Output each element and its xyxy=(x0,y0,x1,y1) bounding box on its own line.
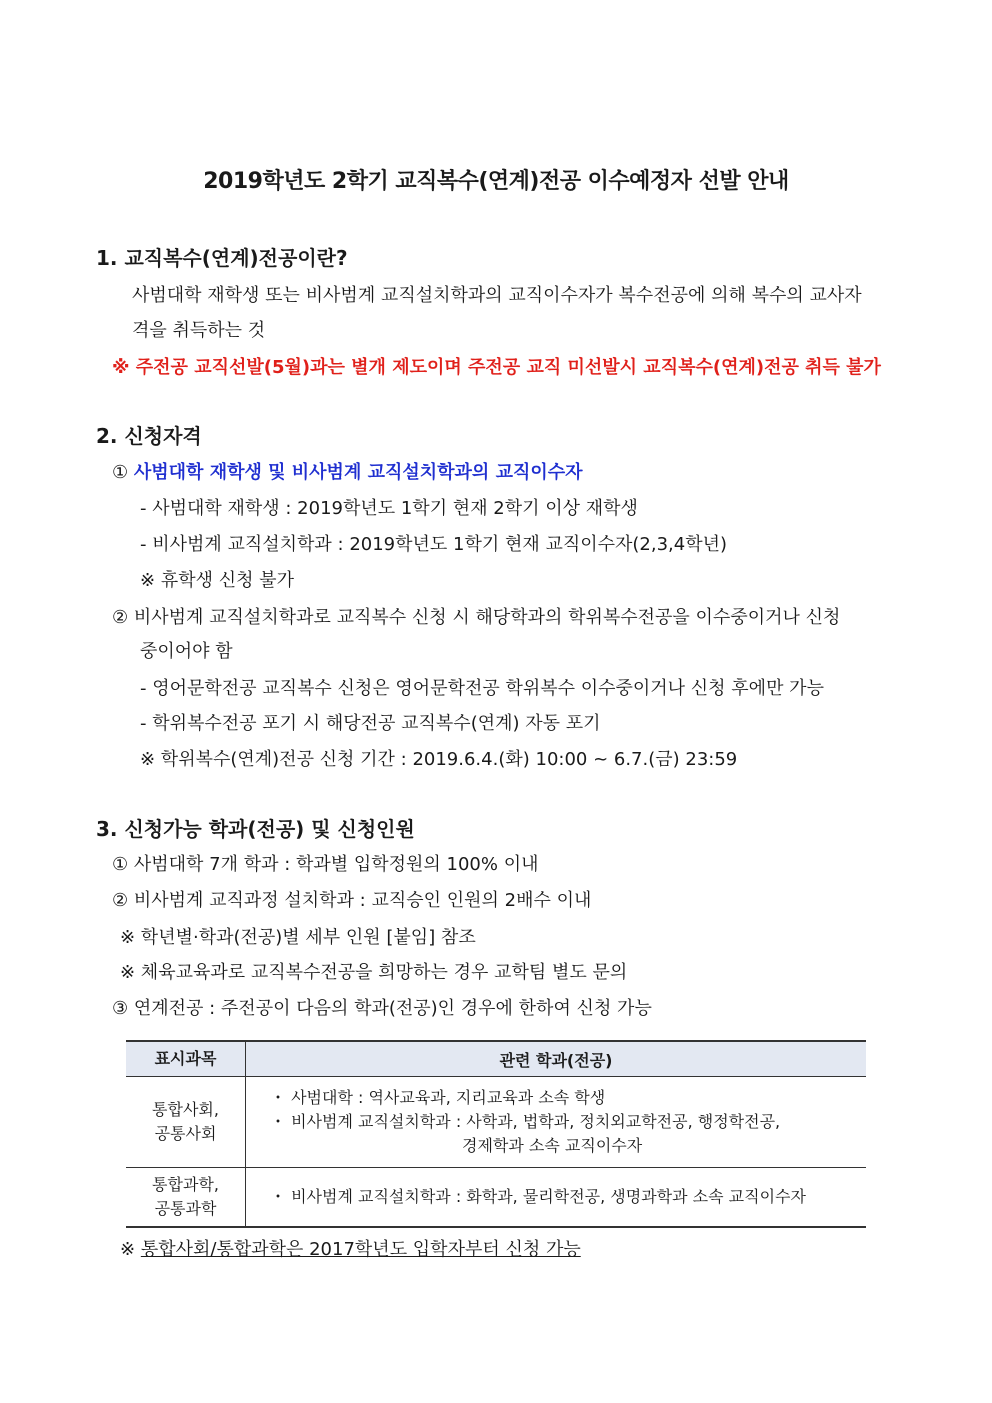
subject-text: 공통과학 xyxy=(154,1199,217,1218)
section-2-item-1-sub-1: - 사범대학 재학생 : 2019학년도 1학기 현재 2학기 이상 재학생 xyxy=(140,498,638,519)
dept-cell xyxy=(246,1077,867,1168)
section-2-item-1-sub-2: - 비사범계 교직설치학과 : 2019학년도 1학기 현재 교직이수자(2,3,4학년) xyxy=(140,534,728,555)
section-3-note-2: ※ 체육교육과로 교직복수전공을 희망하는 경우 교학팀 별도 문의 xyxy=(120,962,628,983)
document-title: 2019학년도 2학기 교직복수(연계)전공 이수예정자 선발 안내 xyxy=(203,169,789,194)
section-2-heading: 2. 신청자격 xyxy=(96,424,202,448)
item-marker: ① xyxy=(112,462,129,483)
header-related-dept: 관련 학과(전공) xyxy=(246,1041,867,1077)
section-2-item-1 xyxy=(112,461,583,485)
dept-text: ・ 사범대학 : 역사교육과, 지리교육과 소속 학생 xyxy=(270,1088,606,1107)
section-3-item-3: ③ 연계전공 : 주전공이 다음의 학과(전공)인 경우에 한하여 신청 가능 xyxy=(112,998,652,1019)
section-2-item-1-text: 사범대학 재학생 및 비사범계 교직설치학과의 교직이수자 xyxy=(133,462,583,483)
section-3-item-1: ① 사범대학 7개 학과 : 학과별 입학정원의 100% 이내 xyxy=(112,854,539,875)
subject-cell xyxy=(126,1168,246,1228)
table-row xyxy=(126,1168,866,1228)
dept-text: ・ 비사범계 교직설치학과 : 화학과, 물리학전공, 생명과학과 소속 교직이수자 xyxy=(270,1187,806,1206)
dept-cell xyxy=(246,1168,867,1228)
subject-text: 공통사회 xyxy=(154,1124,217,1143)
linked-major-table xyxy=(126,1040,866,1228)
section-2-item-2-line-1: ② 비사범계 교직설치학과로 교직복수 신청 시 해당학과의 학위복수전공을 이수중이거나 신청 xyxy=(112,607,841,628)
section-1-warning-note: ※ 주전공 교직선발(5월)과는 별개 제도이며 주전공 교직 미선발시 교직복수(연계)전공 취득 불가 xyxy=(112,357,881,378)
subject-text: 통합과학, xyxy=(152,1175,219,1194)
section-2-item-2-sub-2: - 학위복수전공 포기 시 해당전공 교직복수(연계) 자동 포기 xyxy=(140,713,601,734)
section-2-item-2-line-2: 중이어야 함 xyxy=(140,641,233,662)
section-3-heading: 3. 신청가능 학과(전공) 및 신청인원 xyxy=(96,817,415,841)
table-header-row xyxy=(126,1041,866,1077)
section-2-item-2-sub-1: - 영어문학전공 교직복수 신청은 영어문학전공 학위복수 이수중이거나 신청 후에만 가능 xyxy=(140,678,824,699)
footnote-text: 통합사회/통합과학은 2017학년도 입학자부터 신청 가능 xyxy=(140,1239,581,1260)
section-3-item-2: ② 비사범계 교직과정 설치학과 : 교직승인 인원의 2배수 이내 xyxy=(112,890,592,911)
section-2-item-1-note: ※ 휴학생 신청 불가 xyxy=(140,570,294,591)
header-subject: 표시과목 xyxy=(126,1041,246,1077)
table-row xyxy=(126,1077,866,1168)
dept-text: ・ 비사범계 교직설치학과 : 사학과, 법학과, 정치외교학전공, 행정학전공, xyxy=(270,1112,781,1131)
section-1-body-line-2: 격을 취득하는 것 xyxy=(132,320,266,341)
subject-text: 통합사회, xyxy=(152,1100,219,1119)
section-2-item-2-note: ※ 학위복수(연계)전공 신청 기간 : 2019.6.4.(화) 10:00 ~ 6.7.(금) 23:59 xyxy=(140,749,738,770)
section-1-heading: 1. 교직복수(연계)전공이란? xyxy=(96,246,348,270)
subject-cell xyxy=(126,1077,246,1168)
section-1-body-line-1: 사범대학 재학생 또는 비사범계 교직설치학과의 교직이수자가 복수전공에 의해 복수의 교사자 xyxy=(132,285,862,306)
section-3-note-1: ※ 학년별·학과(전공)별 세부 인원 [붙임] 참조 xyxy=(120,927,476,948)
table-footnote xyxy=(120,1238,581,1262)
dept-text: 경제학과 소속 교직이수자 xyxy=(462,1136,643,1155)
footnote-mark: ※ xyxy=(120,1239,136,1260)
